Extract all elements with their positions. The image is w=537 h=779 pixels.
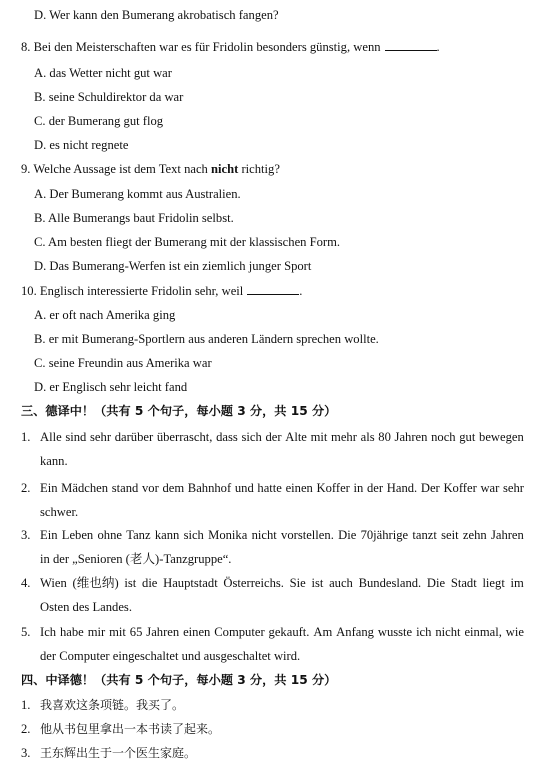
q8-stem xyxy=(21,40,440,55)
word: Wien xyxy=(40,576,67,590)
s3-item-4-number: 4. xyxy=(21,576,31,590)
s3-item-3-line-2: in der „Senioren (老人)-Tanzgruppe“. xyxy=(40,552,232,566)
word: bewegen xyxy=(479,430,524,444)
word: einen xyxy=(183,625,211,639)
q10-option-b: B. er mit Bumerang-Sportlern aus anderen Ländern sprechen wollte. xyxy=(34,332,379,346)
word: dem xyxy=(162,481,185,495)
word: Leben xyxy=(61,528,94,542)
s4-item-1-number: 1. xyxy=(21,698,31,712)
word: habe xyxy=(60,625,84,639)
word: vor xyxy=(141,481,159,495)
word: vorstellen. xyxy=(281,528,334,542)
word: Jahren xyxy=(146,625,180,639)
s3-item-1-number: 1. xyxy=(21,430,31,444)
word: überrascht, xyxy=(156,430,213,444)
s3-item-3-line-1 xyxy=(40,528,524,543)
q10-stem-end: . xyxy=(299,284,303,298)
q10-option-c: C. seine Freundin aus Amerika war xyxy=(34,356,212,370)
word: Jahren xyxy=(490,528,524,542)
word: als xyxy=(360,430,375,444)
word: Ich xyxy=(40,625,57,639)
word: stand xyxy=(111,481,139,495)
s4-item-3-number: 3. xyxy=(21,746,31,760)
word: sind xyxy=(65,430,87,444)
q10-option-a: A. er oft nach Amerika ging xyxy=(34,308,176,322)
word: ich xyxy=(416,625,432,639)
q9-option-c: C. Am besten fliegt der Bumerang mit der klassischen Form. xyxy=(34,235,341,249)
s3-item-2-number: 2. xyxy=(21,481,31,495)
word: die xyxy=(142,576,158,590)
s3-item-4-line-1 xyxy=(40,576,524,591)
word: einmal, xyxy=(464,625,502,639)
s3-item-5-number: 5. xyxy=(21,625,31,639)
word: kann xyxy=(154,528,180,542)
s3-item-2-line-1 xyxy=(40,481,524,496)
q7-option-d: D. Wer kann den Bumerang akrobatisch fangen? xyxy=(34,8,279,22)
word: sehr xyxy=(503,481,524,495)
word: liegt xyxy=(482,576,505,590)
word: nicht xyxy=(435,625,461,639)
word: ohne xyxy=(97,528,122,542)
word: sehr xyxy=(90,430,112,444)
word: Alte xyxy=(285,430,307,444)
s3-item-1-line-2: kann. xyxy=(40,454,68,468)
word: Sie xyxy=(289,576,306,590)
s3-item-4-line-2: Osten des Landes. xyxy=(40,600,132,614)
s4-item-2-text: 他从书包里拿出一本书读了起来。 xyxy=(40,722,221,736)
s4-item-3-text: 王东辉出生于一个医生家庭。 xyxy=(40,746,197,760)
word: Alle xyxy=(40,430,62,444)
q8-option-c: C. der Bumerang gut flog xyxy=(34,114,164,128)
word: Computer xyxy=(214,625,265,639)
answer-blank xyxy=(247,284,299,295)
word: auch xyxy=(329,576,353,590)
word: der xyxy=(265,430,282,444)
word: einen xyxy=(285,481,313,495)
q8-stem-text: 8. Bei den Meisterschaften war es für Fridolin besonders günstig, wenn xyxy=(21,40,381,54)
word: Stadt xyxy=(450,576,477,590)
word: tanzt xyxy=(412,528,437,542)
word: der xyxy=(367,481,384,495)
word: sich xyxy=(183,528,204,542)
s3-item-5-line-2: der Computer eingeschaltet und ausgeschaltet wird. xyxy=(40,649,301,663)
word: (维也纳) xyxy=(72,576,119,590)
q9-option-a: A. Der Bumerang kommt aus Australien. xyxy=(34,187,241,201)
word: Die xyxy=(426,576,446,590)
word: Monika xyxy=(208,528,248,542)
q10-option-d: D. er Englisch sehr leicht fand xyxy=(34,380,188,394)
word: dass xyxy=(216,430,238,444)
section-3-heading: 三、德译中！（共有 5 个句子，每小题 3 分，共 15 分） xyxy=(21,404,337,418)
s4-item-2-number: 2. xyxy=(21,722,31,736)
q8-option-a: A. das Wetter nicht gut war xyxy=(34,66,172,80)
word: Hauptstadt xyxy=(163,576,218,590)
q8-stem-end: . xyxy=(436,40,440,54)
word: ist xyxy=(124,576,137,590)
word: im xyxy=(510,576,524,590)
word: Bundesland. xyxy=(358,576,422,590)
q9-option-b: B. Alle Bumerangs baut Fridolin selbst. xyxy=(34,211,234,225)
word: Ein xyxy=(40,481,58,495)
word: 80 xyxy=(378,430,391,444)
s3-item-3-number: 3. xyxy=(21,528,31,542)
word: nicht xyxy=(251,528,277,542)
section-4-heading: 四、中译德！（共有 5 个句子，每小题 3 分，共 15 分） xyxy=(21,673,337,687)
word: gut xyxy=(459,430,476,444)
word: Mädchen xyxy=(61,481,109,495)
word: Jahren xyxy=(394,430,428,444)
s3-item-1-line-1 xyxy=(40,430,524,445)
word: Hand. xyxy=(386,481,418,495)
answer-blank xyxy=(385,40,437,51)
word: 65 xyxy=(129,625,143,639)
word: mehr xyxy=(331,430,357,444)
q9-stem xyxy=(21,162,280,177)
word: Am xyxy=(313,625,333,639)
word: wie xyxy=(505,625,524,639)
word: Bahnhof xyxy=(187,481,232,495)
word: mit xyxy=(310,430,328,444)
q8-option-b: B. seine Schuldirektor da war xyxy=(34,90,184,104)
word: gekauft. xyxy=(268,625,310,639)
word: Die xyxy=(338,528,357,542)
word: darüber xyxy=(114,430,154,444)
q9-stem-a: 9. Welche Aussage ist dem Text nach xyxy=(21,162,211,176)
word: Koffer xyxy=(443,481,477,495)
word: Der xyxy=(420,481,440,495)
word: Tanz xyxy=(126,528,151,542)
word: wusste xyxy=(377,625,413,639)
word: Österreichs. xyxy=(223,576,284,590)
q9-option-d: D. Das Bumerang-Werfen ist ein ziemlich junger Sport xyxy=(34,259,312,273)
word: sich xyxy=(241,430,262,444)
word: ist xyxy=(311,576,324,590)
s3-item-5-line-1 xyxy=(40,625,524,640)
word: zehn xyxy=(462,528,487,542)
word: Ein xyxy=(40,528,58,542)
word: seit xyxy=(441,528,459,542)
word: Anfang xyxy=(336,625,374,639)
word: war xyxy=(480,481,500,495)
word: mit xyxy=(109,625,126,639)
word: mir xyxy=(87,625,106,639)
word: 70jährige xyxy=(360,528,409,542)
q9-stem-emphasis: nicht xyxy=(211,162,239,176)
q9-stem-b: richtig? xyxy=(238,162,280,176)
word: hatte xyxy=(257,481,282,495)
s3-item-2-line-2: schwer. xyxy=(40,505,79,519)
q10-stem-text: 10. Englisch interessierte Fridolin sehr, weil xyxy=(21,284,244,298)
q8-option-d: D. es nicht regnete xyxy=(34,138,129,152)
word: und xyxy=(234,481,254,495)
q10-stem xyxy=(21,284,302,299)
word: noch xyxy=(431,430,456,444)
word: Koffer xyxy=(316,481,350,495)
s4-item-1-text: 我喜欢这条项链。我买了。 xyxy=(40,698,185,712)
word: in xyxy=(353,481,364,495)
